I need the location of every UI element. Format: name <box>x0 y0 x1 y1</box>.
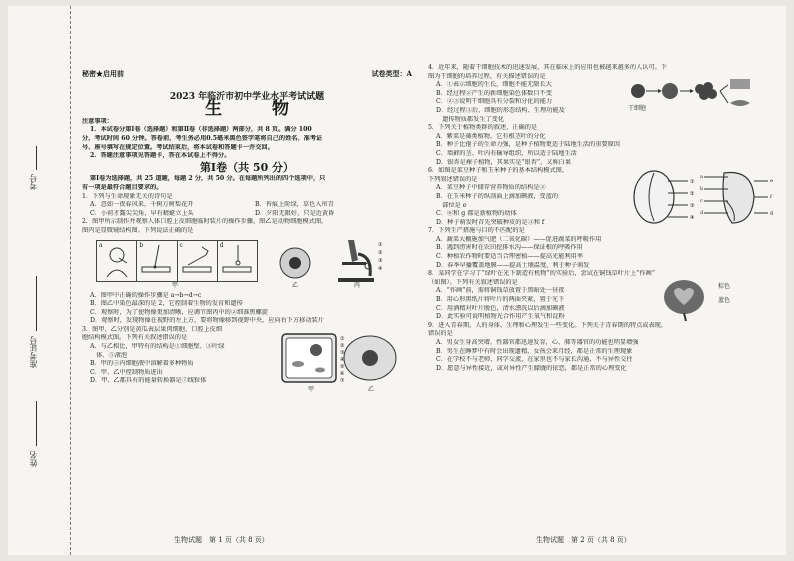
q2-animal-cell-figure <box>278 246 312 280</box>
question-6-stem: 下列叙述错误的是 <box>428 175 478 183</box>
q7-option-d: D．春季早播覆盖地膜——提高土壤温度，利于种子萌发 <box>436 261 590 269</box>
question-4-stem: 图为干细胞的培养过程，有关描述错误的是 <box>428 72 546 80</box>
q8-option-d: D．此实验可说明植物光合作用产生氧气和淀粉 <box>436 313 565 321</box>
question-4-stem: 4．近年来，随着干细胞技术的迅速发展，其在临床上的应用也被越来越多的人认可。下 <box>428 64 668 71</box>
question-8-stem: （如图）。下列有关叙述错误的是 <box>428 278 518 286</box>
q7-option-a: A．蔬菜大棚施加气肥（二氧化碳）——促进蔬菜的呼吸作用 <box>436 235 602 243</box>
q3-caption-jia: 甲 <box>308 385 315 393</box>
q2-caption-yi: 乙 <box>292 281 299 289</box>
q2-option-a: A．图甲中正确的操作步骤是 a→b→d→c <box>90 291 202 299</box>
svg-text:②: ② <box>378 249 383 256</box>
q7-option-b: B．遇到涝害时在农田挖排水沟——保证根的呼吸作用 <box>436 244 583 252</box>
question-3-stem: 胞结构模式图。下列有关叙述错误的是 <box>82 334 188 342</box>
confidential-mark: 秘密★启用前 <box>82 69 124 78</box>
seed-label: c <box>700 198 703 205</box>
q7-option-c: C．种植农作物时要适当合理密植——提高光能利用率 <box>436 253 584 261</box>
question-9-stem: 错误的是 <box>428 330 453 338</box>
svg-text:⑥: ⑥ <box>340 370 345 377</box>
seed-label: e <box>770 178 773 185</box>
q2-steps-figure <box>96 240 258 282</box>
notes-line: 分，考试时间 60 分钟。答卷前，考生务必用0.5毫米黑色签字笔将自己的姓名、准考证 <box>82 134 323 142</box>
stem-cell-label: 干细胞 <box>628 105 647 113</box>
exam-sheet <box>8 6 786 555</box>
paper-type: 试卷类型：A <box>371 69 412 78</box>
question-2-stem: 2．图甲所示制作并观察人体口腔上皮细胞临时装片的操作步骤，图乙是动物细胞模式图， <box>82 218 328 226</box>
q2-step-d: d <box>218 241 257 281</box>
question-2-stem: 图丙是显微镜结构图。下列说法正确的是 <box>82 226 194 234</box>
question-3-stem: 3．图甲、乙分别是黄瓜表层果肉细胞、口腔上皮细 <box>82 325 223 333</box>
q2-figure <box>82 236 412 292</box>
exam-title: 2023 年临沂市初中学业水平考试试题 <box>169 91 325 102</box>
q6-option-b: B．在玉米种子的纵剖面上滴加碘液，变蓝的 <box>436 192 559 200</box>
q3-option-b: B．甲的⑤内细胞液中溶解着多种物质 <box>90 360 194 368</box>
question-7-stem: 7．下列生产措施与目的不匹配的是 <box>428 227 525 235</box>
q6-option-d: D．种子萌发时首先突破种皮的是③和 f <box>436 218 545 226</box>
q2-option-c: C．观察时，为了使物像更加清晰，应调节图丙中的②细准焦螺旋 <box>90 308 268 316</box>
svg-text:⑦: ⑦ <box>340 377 345 384</box>
svg-text:⑤: ⑤ <box>340 363 345 370</box>
svg-text:①: ① <box>378 241 383 248</box>
svg-text:②: ② <box>690 191 695 198</box>
notes-line: 1．本试卷分第Ⅰ卷（选择题）和第Ⅱ卷（非选择题）两部分，共 8 页。满分 100 <box>90 126 312 134</box>
leaf-label-brown: 棕色 <box>718 282 731 290</box>
question-9-stem: 9．进入青春期，人的身体、生理和心理发生一些变化。下列关于青春期的特点或表现， <box>428 321 668 329</box>
svg-text:④: ④ <box>340 356 345 363</box>
exam-number-line <box>36 146 37 170</box>
question-6-stem: 6．如图是菜豆种子和玉米种子的基本结构模式图， <box>428 167 569 175</box>
q9-option-c: C．在学校不与老师、同学交流，在家里也不与家长沟通，不与异性交往 <box>436 356 633 364</box>
q3-option-c: C．甲、乙中控制物质进出 <box>90 368 163 376</box>
exam-number-label: 考号 <box>29 174 38 190</box>
q2-option-b: B．图乙中染色最深的是 2，它控制着生物的发育和遗传 <box>90 300 243 308</box>
seed-label: d <box>700 210 704 217</box>
notes-line: 2．答题注意事项见答题卡，答在本试卷上不得分。 <box>90 152 231 160</box>
svg-text:③: ③ <box>690 203 695 210</box>
q4-option-a: A．①表示细胞的生长，细胞不能无限长大 <box>436 81 552 89</box>
exam-id-line <box>36 276 37 331</box>
section-desc: 第Ⅰ卷为选择题，共 25 道题，每题 2 分，共 50 分。在每题所列出的四个选项中，只 <box>90 175 326 183</box>
name-line <box>36 401 37 446</box>
q4-option-c: C．②③说明干细胞具有分裂和分化的能力 <box>436 98 553 106</box>
q8-option-b: B．用心形黑纸片将叶片的两面夹紧，置于光下 <box>436 296 565 304</box>
q4-option-b: B．经过程②产生的新细胞染色体数目不变 <box>436 89 552 97</box>
q6-option-b-cont: 部位是 e <box>436 201 467 209</box>
svg-text:①: ① <box>340 335 345 342</box>
q2-step-c: c <box>178 241 218 281</box>
section-title: 第Ⅰ卷（共 50 分） <box>199 160 295 174</box>
seed-label: a <box>700 174 703 181</box>
microscope-figure <box>328 236 388 284</box>
q2-step-b: b <box>137 241 177 281</box>
svg-text:①: ① <box>690 179 695 186</box>
svg-text:③: ③ <box>378 257 383 264</box>
q8-option-a: A．“作画”前，需将铜钱草放置于黑暗处一昼夜 <box>436 287 565 295</box>
q1-option-d: D．夕阳无限好，只是近黄昏 <box>255 209 335 217</box>
q2-caption-jia: 甲 <box>172 281 179 289</box>
q9-option-d: D．愿意与异性接近，或对异性产生朦胧的依恋，都是正常的心理变化 <box>436 364 627 372</box>
q9-option-a: A．男女生身高突增，性器官都迅速发育，心、肺等器官的功能也明显增强 <box>436 339 639 346</box>
q2-step-a: a <box>97 241 137 281</box>
page-2 <box>428 64 778 373</box>
exam-id-label: 准考证号 <box>29 336 38 368</box>
q5-option-a: A．紫菜是藻类植物，它有根茎叶的分化 <box>436 132 546 140</box>
q3-caption-yi: 乙 <box>368 385 375 393</box>
q3-option-a: A．与乙相比，甲特有的结构是①细胞壁、③叶绿 <box>90 343 225 351</box>
q5-option-c: C．墙藓的茎、叶内有输导组织，所以适于陆地生活 <box>436 149 577 157</box>
seed-label: f <box>770 194 772 201</box>
binding-margin <box>8 6 71 555</box>
question-1-stem: 1．下列与生命现象无关的诗句是 <box>82 192 173 200</box>
q5-option-d: D．银杏是裸子植物，其果实是“银杏”，又称白果 <box>436 158 572 166</box>
notes-heading: 注意事项： <box>82 117 113 125</box>
q1-option-a: A．忽如一夜春风来，千树万树梨花开 <box>90 201 194 209</box>
q1-option-c: C．小荷才露尖尖角，早有蜻蜓立上头 <box>90 209 194 217</box>
svg-text:③: ③ <box>340 349 345 356</box>
question-5-stem: 5．下列关于植物类群的叙述，正确的是 <box>428 124 538 132</box>
svg-text:②: ② <box>340 342 345 349</box>
page-2-footer: 生物试题 第 2 页（共 8 页） <box>536 536 631 544</box>
section-desc: 有一项是最符合题目要求的。 <box>82 183 163 191</box>
q6-option-a: A．菜豆种子中储存营养物质的结构是② <box>436 184 546 192</box>
notes-line: 号、座号填写在规定位置。考试结束后，将本试卷和答题卡一并交回。 <box>82 143 274 151</box>
q2-option-d: D．观察时，发现物像在视野的左上方，要将物像移到视野中央，应向右下方移动装片 <box>90 317 324 325</box>
seed-label: g <box>770 210 774 217</box>
q3-option-a-cont: 体、⑤液泡 <box>90 351 128 359</box>
q4-option-d: D．经过程③后，细胞的形态结构、生理功能及 <box>436 106 565 114</box>
svg-text:④: ④ <box>690 215 695 222</box>
q8-option-c: C．用酒精对叶片脱色，清水漂洗以后滴加碘液 <box>436 304 565 312</box>
name-label: 姓名 <box>29 451 38 467</box>
leaf-label-blue: 蓝色 <box>718 296 731 304</box>
q9-option-b: B．男生在睡梦中有时会出现遗精，女孩会来月经，都是正常的生理现象 <box>436 347 633 355</box>
q3-cells-figure <box>278 330 414 390</box>
question-8-stem: 8．某同学在学习了“绿叶在光下制造有机物”的实验后，尝试在铜钱草叶片上“作画” <box>428 270 655 278</box>
q5-option-b: B．种子比孢子的生命力强，是种子植物更适于陆地生活的重要原因 <box>436 141 620 149</box>
page-1 <box>82 64 412 393</box>
q2-caption-bing: 丙 <box>354 281 361 289</box>
page-1-footer: 生物试题 第 1 页（共 8 页） <box>174 536 269 544</box>
leaf-figure <box>660 277 710 321</box>
svg-text:④: ④ <box>378 265 383 272</box>
q3-option-d: D．甲、乙都具有的能量转换器是⑦线粒体 <box>90 377 207 385</box>
q4-option-d-cont: 遗传物质都发生了变化 <box>436 115 505 123</box>
subject-title: 生 物 <box>205 99 311 120</box>
seed-label: b <box>700 186 704 193</box>
q6-option-c: C．⑥和 g 都是新植物的幼体 <box>436 210 517 218</box>
q1-option-b: B．苔痕上阶绿，草色入帘青 <box>255 201 334 209</box>
